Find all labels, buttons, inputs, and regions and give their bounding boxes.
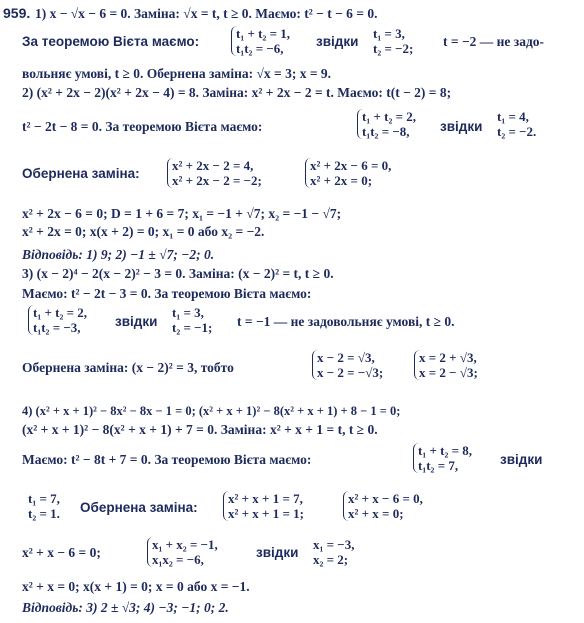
answer-1-2: Відповідь: 1) 9; 2) −1 ± √7; −2; 0.: [22, 247, 215, 262]
reverse-sub-label-1: Обернена заміна:: [22, 166, 140, 181]
line-14: 4) (x² + x + 1)² − 8x² − 8x − 1 = 0; (x² + x + 1)² − 8(x² + x + 1) + 8 − 1 = 0;: [22, 404, 401, 418]
system-row: x = 2 − √3;: [419, 365, 478, 380]
system-row: x² + 2x − 2 = −2;: [172, 173, 262, 188]
zvidky-label: звідки: [500, 452, 543, 467]
roots-stack-1: [373, 26, 413, 56]
system-row: t₁t₂ = −3,: [33, 320, 81, 335]
line-19: x² + x = 0; x(x + 1) = 0; x = 0 або x = −1.: [22, 579, 250, 594]
problem-line-1: [3, 5, 378, 22]
system-vieta-3: [28, 305, 87, 335]
line-8: x² + 2x = 0; x(x + 2) = 0; x₁ = 0 або x₂ = −2.: [22, 224, 265, 239]
line-1-text: 1) x − √x − 6 = 0. Заміна: √x = t, t ≥ 0. Маємо: t² − t − 6 = 0.: [34, 6, 378, 21]
line-7: x² + 2x − 6 = 0; D = 1 + 6 = 7; x₁ = −1 + √7; x₂ = −1 − √7;: [22, 206, 342, 221]
system-reverse-1: [167, 158, 262, 188]
system-row: x² + x + 1 = 1;: [228, 506, 304, 521]
system-row: t₁t₂ = −8,: [362, 124, 410, 139]
zvidky-label: звідки: [316, 34, 359, 49]
line-11: Маємо: t² − 2t − 3 = 0. За теоремою Вієта маємо:: [22, 286, 312, 301]
root-value: x₁ = −3,: [313, 537, 355, 552]
line-16: Маємо: t² − 8t + 7 = 0. За теоремою Вієта маємо:: [22, 452, 312, 467]
system-row: t₁ + t₂ = 8,: [418, 443, 473, 458]
line-3: вольняє умові, t ≥ 0. Обернена заміна: √x = 3; x = 9.: [22, 66, 332, 81]
line-5: t² − 2t − 8 = 0. За теоремою Вієта маємо:: [22, 119, 263, 134]
zvidky-label: звідки: [256, 545, 299, 560]
line-15: (x² + x + 1)² − 8(x² + x + 1) + 7 = 0. Заміна: x² + x + 1 = t, t ≥ 0.: [22, 422, 378, 437]
system-row: x² + x + 1 = 7,: [228, 491, 303, 506]
system-row: t₁t₂ = −6,: [236, 41, 284, 56]
root-value: t₂ = −2;: [373, 41, 414, 56]
system-row: x² + 2x − 6 = 0,: [310, 158, 392, 173]
root-value: t₂ = 1.: [28, 506, 60, 521]
system-row: x² + x = 0;: [348, 506, 404, 521]
system-row: t₁ + t₂ = 2,: [362, 109, 417, 124]
root-value: t₁ = 7,: [28, 491, 60, 506]
system-row: x² + x − 6 = 0,: [348, 491, 423, 506]
system-row: x − 2 = √3,: [317, 350, 375, 365]
line-18: x² + x − 6 = 0;: [22, 545, 101, 560]
zvidky-label: звідки: [440, 119, 483, 134]
roots-stack-3: [172, 305, 212, 335]
system-vieta-2: [357, 109, 416, 139]
root-value: t₂ = −1;: [172, 320, 213, 335]
root-value: t₁ = 3,: [172, 305, 204, 320]
system-reverse-5: [223, 491, 304, 521]
root-value: t₁ = 4,: [497, 109, 529, 124]
system-row: x² + 2x − 2 = 4,: [172, 158, 254, 173]
system-reverse-6: [343, 491, 423, 521]
system-vieta-5: [147, 537, 218, 567]
system-row: t₁ + t₂ = 2,: [33, 305, 88, 320]
line-4: 2) (x² + 2x − 2)(x² + 2x − 4) = 8. Заміна: x² + 2x − 2 = t. Маємо: t(t − 2) = 8;: [22, 85, 452, 100]
system-row: t₁ + t₂ = 1,: [236, 26, 291, 41]
system-row: t₁t₂ = 7,: [418, 458, 459, 473]
line-13: Обернена заміна: (x − 2)² = 3, тобто: [22, 360, 234, 375]
roots-stack-2: [497, 109, 536, 139]
system-row: x² + 2x = 0;: [310, 173, 373, 188]
system-reverse-2: [305, 158, 391, 188]
system-row: x₁x₂ = −6,: [152, 552, 204, 567]
roots-stack-5: [313, 537, 354, 567]
system-row: x₁ + x₂ = −1,: [152, 537, 218, 552]
reverse-sub-label-2: Обернена заміна:: [80, 500, 198, 515]
system-row: x − 2 = −√3;: [317, 365, 384, 380]
condition-note-1: t = −2 — не задо-: [443, 34, 545, 49]
system-reverse-4: [414, 350, 478, 380]
system-row: x = 2 + √3,: [419, 350, 477, 365]
answer-3-4: Відповідь: 3) 2 ± √3; 4) −3; −1; 0; 2.: [22, 600, 229, 615]
line-10: 3) (x − 2)⁴ − 2(x − 2)² − 3 = 0. Заміна: (x − 2)² = t, t ≥ 0.: [22, 266, 334, 281]
root-value: t₂ = −2.: [497, 124, 537, 139]
root-value: x₂ = 2;: [313, 552, 349, 567]
system-vieta-1: [231, 26, 290, 56]
root-value: t₁ = 3,: [373, 26, 405, 41]
system-reverse-3: [312, 350, 383, 380]
condition-note-3: t = −1 — не задовольняє умові, t ≥ 0.: [237, 314, 455, 329]
zvidky-label: звідки: [115, 314, 158, 329]
system-vieta-4: [413, 443, 472, 473]
vieta-line-1: За теоремою Вієта маємо:: [22, 34, 200, 49]
roots-stack-4: [28, 491, 60, 521]
problem-number: 959.: [3, 5, 31, 21]
